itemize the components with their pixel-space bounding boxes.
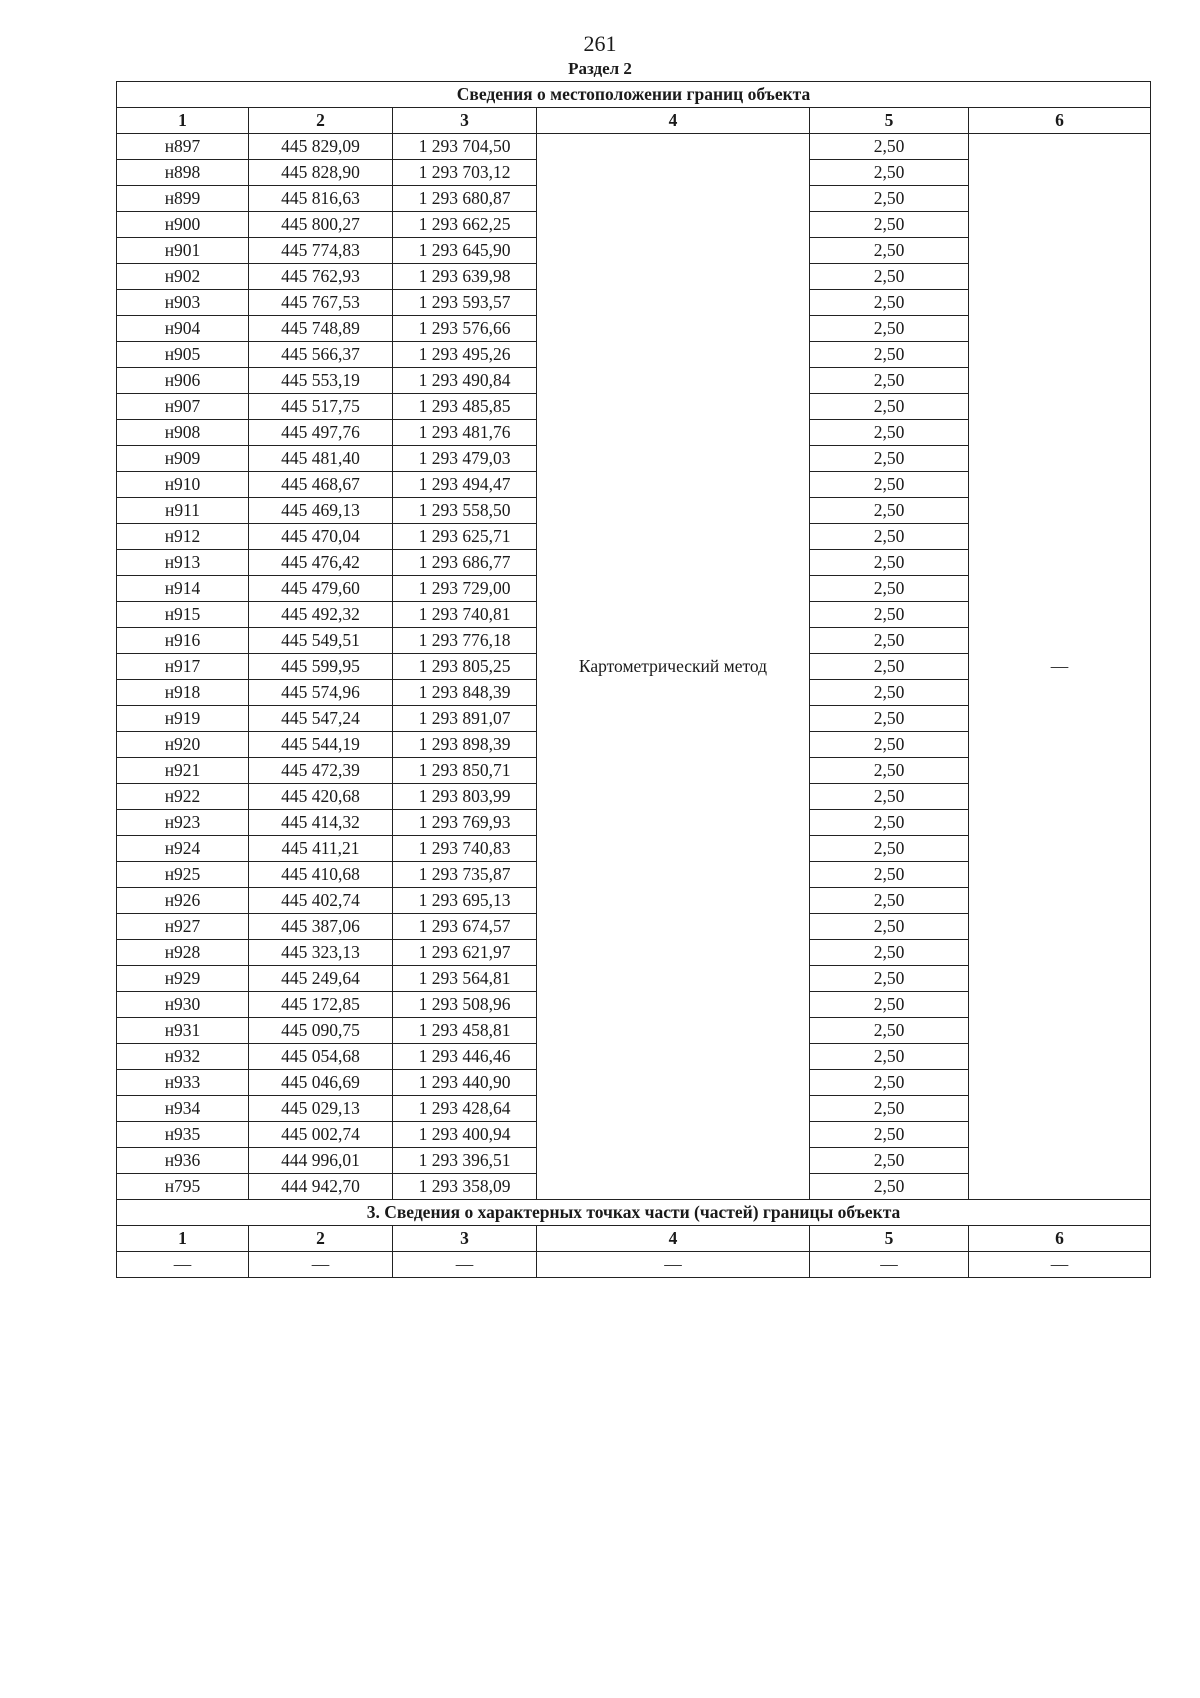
x-coordinate-cell: 445 497,76: [249, 420, 393, 446]
y-coordinate-cell: 1 293 625,71: [393, 524, 537, 550]
x-coordinate-cell: 445 816,63: [249, 186, 393, 212]
point-name-cell: н910: [117, 472, 249, 498]
y-coordinate-cell: 1 293 891,07: [393, 706, 537, 732]
accuracy-cell: 2,50: [810, 810, 969, 836]
y-coordinate-cell: 1 293 848,39: [393, 680, 537, 706]
y-coordinate-cell: 1 293 558,50: [393, 498, 537, 524]
y-coordinate-cell: 1 293 479,03: [393, 446, 537, 472]
y-coordinate-cell: 1 293 735,87: [393, 862, 537, 888]
point-name-cell: н927: [117, 914, 249, 940]
point-name-cell: н915: [117, 602, 249, 628]
x-coordinate-cell: 445 800,27: [249, 212, 393, 238]
y-coordinate-cell: 1 293 428,64: [393, 1096, 537, 1122]
x-coordinate-cell: 445 829,09: [249, 134, 393, 160]
y-coordinate-cell: 1 293 495,26: [393, 342, 537, 368]
accuracy-cell: 2,50: [810, 472, 969, 498]
point-name-cell: н911: [117, 498, 249, 524]
accuracy-cell: 2,50: [810, 1070, 969, 1096]
accuracy-cell: 2,50: [810, 238, 969, 264]
point-name-cell: н934: [117, 1096, 249, 1122]
table1-header-cell: 5: [810, 108, 969, 134]
accuracy-cell: 2,50: [810, 1018, 969, 1044]
x-coordinate-cell: 445 402,74: [249, 888, 393, 914]
point-name-cell: н921: [117, 758, 249, 784]
y-coordinate-cell: 1 293 645,90: [393, 238, 537, 264]
point-name-cell: н924: [117, 836, 249, 862]
point-name-cell: н919: [117, 706, 249, 732]
y-coordinate-cell: 1 293 776,18: [393, 628, 537, 654]
accuracy-cell: 2,50: [810, 446, 969, 472]
point-name-cell: н900: [117, 212, 249, 238]
accuracy-cell: 2,50: [810, 394, 969, 420]
accuracy-cell: 2,50: [810, 498, 969, 524]
table2-cell: —: [537, 1252, 810, 1278]
point-name-cell: н909: [117, 446, 249, 472]
accuracy-cell: 2,50: [810, 680, 969, 706]
table1-header-cell: 6: [969, 108, 1151, 134]
point-name-cell: н926: [117, 888, 249, 914]
x-coordinate-cell: 445 574,96: [249, 680, 393, 706]
table-body: [117, 82, 1151, 1200]
point-name-cell: н897: [117, 134, 249, 160]
table2-header-cell: 1: [117, 1226, 249, 1252]
point-name-cell: н906: [117, 368, 249, 394]
accuracy-cell: 2,50: [810, 368, 969, 394]
accuracy-cell: 2,50: [810, 862, 969, 888]
point-name-cell: н932: [117, 1044, 249, 1070]
point-name-cell: н933: [117, 1070, 249, 1096]
note-cell: —: [969, 134, 1151, 1200]
y-coordinate-cell: 1 293 446,46: [393, 1044, 537, 1070]
accuracy-cell: 2,50: [810, 706, 969, 732]
x-coordinate-cell: 445 323,13: [249, 940, 393, 966]
method-cell: Картометрический метод: [537, 134, 810, 1200]
table-row: [117, 134, 1151, 160]
table2-cell: —: [393, 1252, 537, 1278]
point-name-cell: н908: [117, 420, 249, 446]
x-coordinate-cell: 444 942,70: [249, 1174, 393, 1200]
y-coordinate-cell: 1 293 703,12: [393, 160, 537, 186]
accuracy-cell: 2,50: [810, 758, 969, 784]
x-coordinate-cell: 444 996,01: [249, 1148, 393, 1174]
accuracy-cell: 2,50: [810, 732, 969, 758]
x-coordinate-cell: 445 046,69: [249, 1070, 393, 1096]
y-coordinate-cell: 1 293 396,51: [393, 1148, 537, 1174]
y-coordinate-cell: 1 293 704,50: [393, 134, 537, 160]
x-coordinate-cell: 445 414,32: [249, 810, 393, 836]
accuracy-cell: 2,50: [810, 160, 969, 186]
accuracy-cell: 2,50: [810, 836, 969, 862]
table-tail: [117, 1200, 1151, 1278]
y-coordinate-cell: 1 293 458,81: [393, 1018, 537, 1044]
x-coordinate-cell: 445 517,75: [249, 394, 393, 420]
table1-header-cell: 2: [249, 108, 393, 134]
point-name-cell: н905: [117, 342, 249, 368]
y-coordinate-cell: 1 293 400,94: [393, 1122, 537, 1148]
accuracy-cell: 2,50: [810, 654, 969, 680]
x-coordinate-cell: 445 774,83: [249, 238, 393, 264]
x-coordinate-cell: 445 420,68: [249, 784, 393, 810]
table2-header-cell: 4: [537, 1226, 810, 1252]
y-coordinate-cell: 1 293 358,09: [393, 1174, 537, 1200]
y-coordinate-cell: 1 293 485,85: [393, 394, 537, 420]
x-coordinate-cell: 445 492,32: [249, 602, 393, 628]
table1-header-row: [117, 108, 1151, 134]
table2-header-cell: 6: [969, 1226, 1151, 1252]
y-coordinate-cell: 1 293 686,77: [393, 550, 537, 576]
accuracy-cell: 2,50: [810, 524, 969, 550]
accuracy-cell: 2,50: [810, 264, 969, 290]
point-name-cell: н901: [117, 238, 249, 264]
point-name-cell: н918: [117, 680, 249, 706]
accuracy-cell: 2,50: [810, 212, 969, 238]
table2-title-row: [117, 1200, 1151, 1226]
y-coordinate-cell: 1 293 440,90: [393, 1070, 537, 1096]
point-name-cell: н903: [117, 290, 249, 316]
y-coordinate-cell: 1 293 490,84: [393, 368, 537, 394]
x-coordinate-cell: 445 002,74: [249, 1122, 393, 1148]
accuracy-cell: 2,50: [810, 420, 969, 446]
point-name-cell: н912: [117, 524, 249, 550]
section-title: Раздел 2: [568, 59, 632, 78]
x-coordinate-cell: 445 411,21: [249, 836, 393, 862]
y-coordinate-cell: 1 293 898,39: [393, 732, 537, 758]
x-coordinate-cell: 445 566,37: [249, 342, 393, 368]
y-coordinate-cell: 1 293 740,83: [393, 836, 537, 862]
x-coordinate-cell: 445 544,19: [249, 732, 393, 758]
table2-header-cell: 2: [249, 1226, 393, 1252]
accuracy-cell: 2,50: [810, 1096, 969, 1122]
y-coordinate-cell: 1 293 850,71: [393, 758, 537, 784]
x-coordinate-cell: 445 767,53: [249, 290, 393, 316]
x-coordinate-cell: 445 172,85: [249, 992, 393, 1018]
x-coordinate-cell: 445 547,24: [249, 706, 393, 732]
x-coordinate-cell: 445 479,60: [249, 576, 393, 602]
x-coordinate-cell: 445 469,13: [249, 498, 393, 524]
point-name-cell: н922: [117, 784, 249, 810]
y-coordinate-cell: 1 293 662,25: [393, 212, 537, 238]
accuracy-cell: 2,50: [810, 966, 969, 992]
table2-header-cell: 3: [393, 1226, 537, 1252]
x-coordinate-cell: 445 828,90: [249, 160, 393, 186]
accuracy-cell: 2,50: [810, 134, 969, 160]
y-coordinate-cell: 1 293 593,57: [393, 290, 537, 316]
y-coordinate-cell: 1 293 674,57: [393, 914, 537, 940]
y-coordinate-cell: 1 293 576,66: [393, 316, 537, 342]
y-coordinate-cell: 1 293 494,47: [393, 472, 537, 498]
table2-cell: —: [969, 1252, 1151, 1278]
accuracy-cell: 2,50: [810, 888, 969, 914]
x-coordinate-cell: 445 549,51: [249, 628, 393, 654]
accuracy-cell: 2,50: [810, 628, 969, 654]
x-coordinate-cell: 445 054,68: [249, 1044, 393, 1070]
x-coordinate-cell: 445 387,06: [249, 914, 393, 940]
x-coordinate-cell: 445 762,93: [249, 264, 393, 290]
y-coordinate-cell: 1 293 805,25: [393, 654, 537, 680]
table1-header-cell: 3: [393, 108, 537, 134]
x-coordinate-cell: 445 410,68: [249, 862, 393, 888]
point-name-cell: н928: [117, 940, 249, 966]
x-coordinate-cell: 445 468,67: [249, 472, 393, 498]
y-coordinate-cell: 1 293 740,81: [393, 602, 537, 628]
y-coordinate-cell: 1 293 803,99: [393, 784, 537, 810]
table1-header-cell: 4: [537, 108, 810, 134]
point-name-cell: н795: [117, 1174, 249, 1200]
point-name-cell: н917: [117, 654, 249, 680]
x-coordinate-cell: 445 029,13: [249, 1096, 393, 1122]
accuracy-cell: 2,50: [810, 784, 969, 810]
table2-data-row: [117, 1252, 1151, 1278]
y-coordinate-cell: 1 293 769,93: [393, 810, 537, 836]
y-coordinate-cell: 1 293 481,76: [393, 420, 537, 446]
x-coordinate-cell: 445 472,39: [249, 758, 393, 784]
y-coordinate-cell: 1 293 729,00: [393, 576, 537, 602]
accuracy-cell: 2,50: [810, 1174, 969, 1200]
table2-cell: —: [249, 1252, 393, 1278]
table2-header-cell: 5: [810, 1226, 969, 1252]
point-name-cell: н936: [117, 1148, 249, 1174]
table1-title: Сведения о местоположении границ объекта: [117, 82, 1151, 108]
x-coordinate-cell: 445 553,19: [249, 368, 393, 394]
point-name-cell: н902: [117, 264, 249, 290]
x-coordinate-cell: 445 748,89: [249, 316, 393, 342]
y-coordinate-cell: 1 293 639,98: [393, 264, 537, 290]
accuracy-cell: 2,50: [810, 316, 969, 342]
point-name-cell: н929: [117, 966, 249, 992]
accuracy-cell: 2,50: [810, 1044, 969, 1070]
page-number: 261: [583, 31, 617, 56]
accuracy-cell: 2,50: [810, 914, 969, 940]
table1-title-row: [117, 82, 1151, 108]
accuracy-cell: 2,50: [810, 992, 969, 1018]
table1-header-cell: 1: [117, 108, 249, 134]
point-name-cell: н935: [117, 1122, 249, 1148]
x-coordinate-cell: 445 481,40: [249, 446, 393, 472]
point-name-cell: н920: [117, 732, 249, 758]
accuracy-cell: 2,50: [810, 1122, 969, 1148]
x-coordinate-cell: 445 090,75: [249, 1018, 393, 1044]
accuracy-cell: 2,50: [810, 940, 969, 966]
accuracy-cell: 2,50: [810, 290, 969, 316]
table2-cell: —: [810, 1252, 969, 1278]
point-name-cell: н907: [117, 394, 249, 420]
table2-title: 3. Сведения о характерных точках части (частей) границы объекта: [117, 1200, 1151, 1226]
x-coordinate-cell: 445 470,04: [249, 524, 393, 550]
accuracy-cell: 2,50: [810, 342, 969, 368]
point-name-cell: н904: [117, 316, 249, 342]
y-coordinate-cell: 1 293 680,87: [393, 186, 537, 212]
point-name-cell: н925: [117, 862, 249, 888]
accuracy-cell: 2,50: [810, 1148, 969, 1174]
point-name-cell: н899: [117, 186, 249, 212]
x-coordinate-cell: 445 476,42: [249, 550, 393, 576]
y-coordinate-cell: 1 293 508,96: [393, 992, 537, 1018]
table2-header-row: [117, 1226, 1151, 1252]
accuracy-cell: 2,50: [810, 186, 969, 212]
point-name-cell: н913: [117, 550, 249, 576]
point-name-cell: н916: [117, 628, 249, 654]
x-coordinate-cell: 445 249,64: [249, 966, 393, 992]
point-name-cell: н930: [117, 992, 249, 1018]
table2-cell: —: [117, 1252, 249, 1278]
accuracy-cell: 2,50: [810, 576, 969, 602]
point-name-cell: н898: [117, 160, 249, 186]
y-coordinate-cell: 1 293 695,13: [393, 888, 537, 914]
point-name-cell: н931: [117, 1018, 249, 1044]
x-coordinate-cell: 445 599,95: [249, 654, 393, 680]
y-coordinate-cell: 1 293 621,97: [393, 940, 537, 966]
accuracy-cell: 2,50: [810, 550, 969, 576]
point-name-cell: н914: [117, 576, 249, 602]
boundary-table: [116, 81, 1151, 1278]
y-coordinate-cell: 1 293 564,81: [393, 966, 537, 992]
accuracy-cell: 2,50: [810, 602, 969, 628]
point-name-cell: н923: [117, 810, 249, 836]
